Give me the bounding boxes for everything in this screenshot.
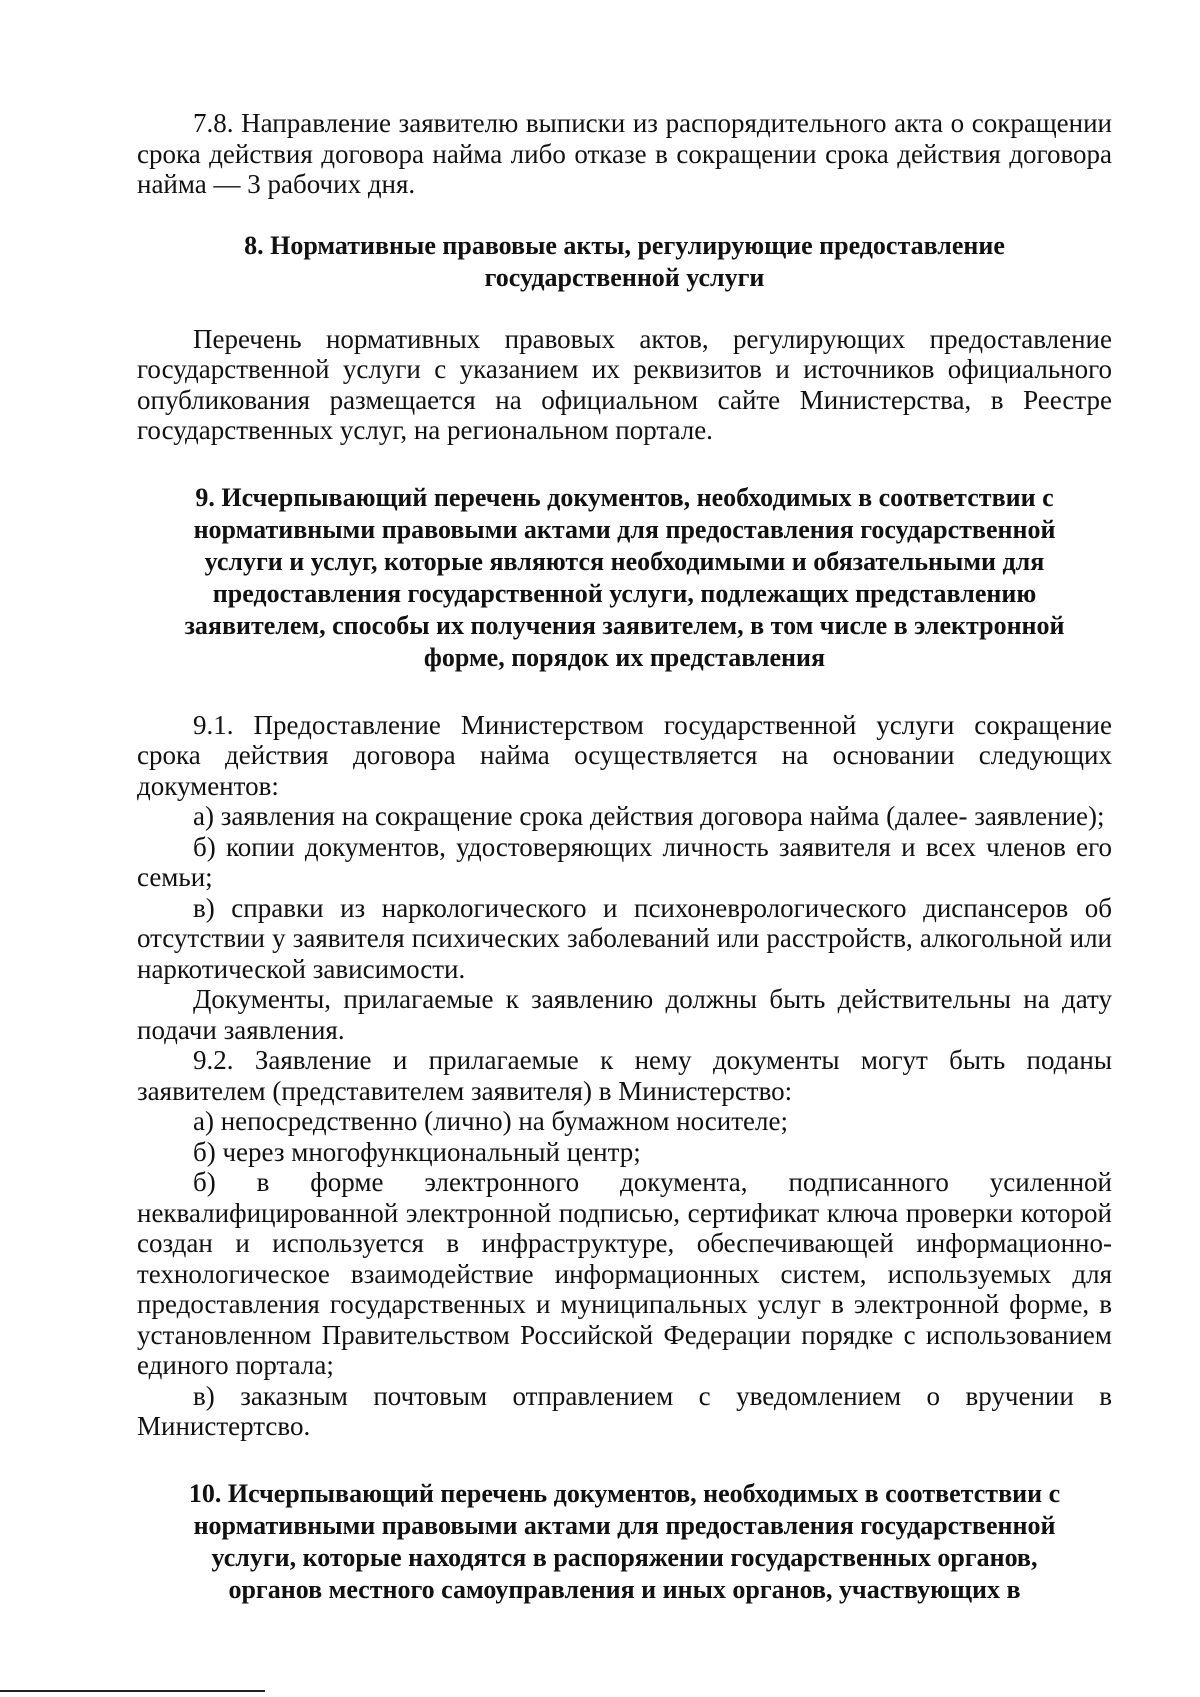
heading-line: форме, порядок их представления (423, 642, 826, 672)
paragraph-9-2: 9.2. Заявление и прилагаемые к нему документы могут быть поданы заявителем (представителем заявителя) в Министерство: (137, 1045, 1112, 1106)
heading-line: предоставления государственной услуги, подлежащих представлению (212, 578, 1037, 608)
spacer (137, 200, 1112, 230)
heading-line: 9. Исчерпывающий перечень документов, необходимых в соответствии с (195, 482, 1054, 512)
spacer (137, 674, 1112, 710)
heading-line: услуги, которые находятся в распоряжении государственных органов, (211, 1542, 1038, 1572)
list-item-9-2-v: в) заказным почтовым отправлением с уведомлением о вручении в Министертсво. (137, 1380, 1112, 1441)
section-9-heading (137, 482, 1112, 674)
section-10-heading (137, 1478, 1112, 1606)
paragraph-7-8: 7.8. Направление заявителю выписки из распорядительного акта о сокращении срока действия договора найма либо отказе в сокращении срока действия договора найма — 3 рабочих дня. (137, 108, 1112, 199)
list-item-9-1-v: в) справки из наркологического и психоневрологического диспансеров об отсутствии у заявителя психических заболеваний или расстройств, алкогольной или наркотической зависимости. (137, 892, 1112, 984)
heading-line: 10. Исчерпывающий перечень документов, необходимых в соответствии с (188, 1478, 1061, 1508)
heading-line: государственной услуги (484, 262, 765, 292)
heading-line: органов местного самоуправления и иных органов, участвующих в (228, 1574, 1021, 1604)
spacer (137, 294, 1112, 324)
heading-line: услуги и услуг, которые являются необходимыми и обязательными для (204, 546, 1045, 576)
list-item-9-2-b2: б) в форме электронного документа, подписанного усиленной неквалифицированной электронной подписью, сертификат ключа проверки которой создан и используется в инфраструктуре, обеспечивающей информационно-технологическое взаимодействие информационных систем, используемых для предоставления государственных и муниципальных услуг в электронной форме, в установленном Правительством Российской Федерации порядке с использованием единого портала; (137, 1167, 1112, 1380)
spacer (137, 446, 1112, 482)
paragraph-9-1-docs: Документы, прилагаемые к заявлению должны быть действительны на дату подачи заявления. (137, 984, 1112, 1045)
heading-line: заявителем, способы их получения заявителем, в том числе в электронной (184, 610, 1065, 640)
heading-line: нормативными правовыми актами для предоставления государственной (193, 514, 1056, 544)
list-item-9-2-b1: б) через многофункциональный центр; (193, 1136, 641, 1167)
list-item-9-1-b: б) копии документов, удостоверяющих личность заявителя и всех членов его семьи; (137, 831, 1112, 892)
heading-line: нормативными правовыми актами для предоставления государственной (193, 1510, 1056, 1540)
list-item-9-2-a: а) непосредственно (лично) на бумажном носителе; (193, 1106, 788, 1136)
heading-line: 8. Нормативные правовые акты, регулирующие предоставление (244, 230, 1005, 260)
paragraph-9-1: 9.1. Предоставление Министерством государственной услуги сокращение срока действия договора найма осуществляется на основании следующих документов: (137, 709, 1112, 801)
paragraph-8: Перечень нормативных правовых актов, регулирующих предоставление государственной услуги с указанием их реквизитов и источников официального опубликования размещается на официальном сайте Министерства, в Реестре государственных услуг, на региональном портале. (137, 323, 1112, 445)
section-8-heading (137, 230, 1112, 294)
footnote-rule (0, 1690, 265, 1692)
spacer (137, 1442, 1112, 1478)
list-item-9-1-a: а) заявления на сокращение срока действия договора найма (далее- заявление); (193, 801, 1105, 831)
